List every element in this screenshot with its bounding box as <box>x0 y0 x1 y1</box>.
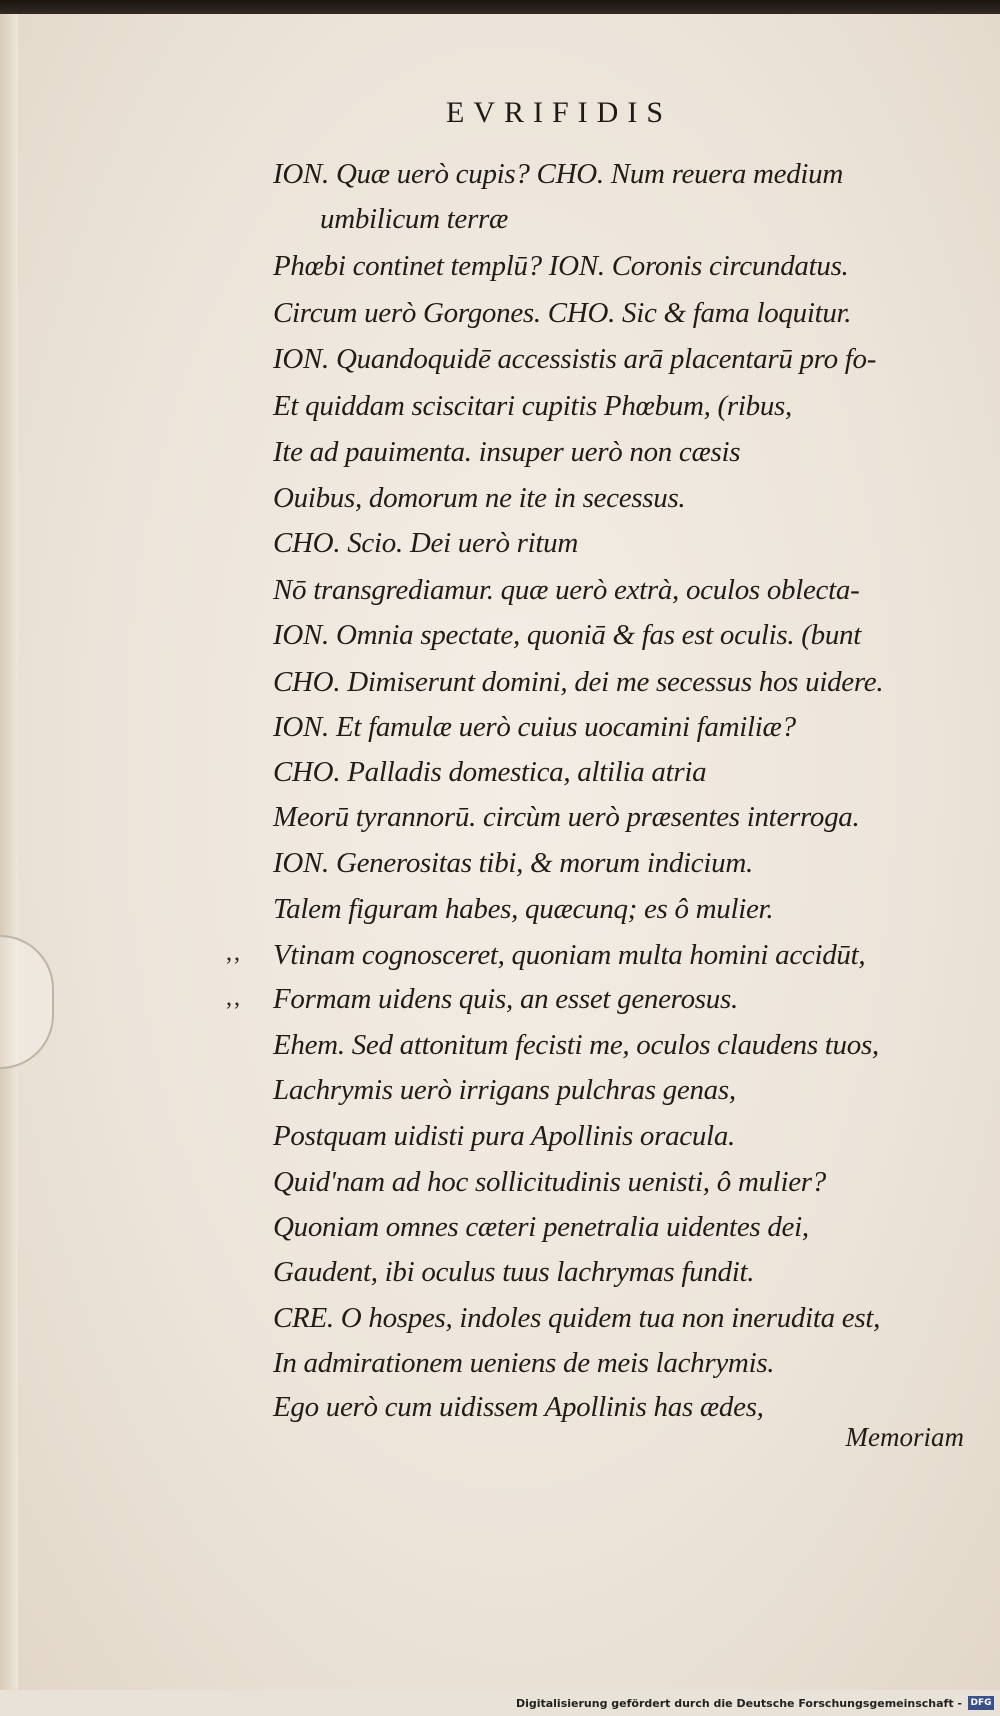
text-line: Ouibus, domorum ne ite in secessus. <box>273 482 686 514</box>
text-line: Circum uerò Gorgones. CHO. Sic & fama loquitur. <box>273 297 852 329</box>
catchword: Memoriam <box>845 1422 964 1452</box>
text-line: ION. Et famulæ uerò cuius uocamini familiæ? <box>273 711 796 743</box>
text-line: ION. Omnia spectate, quoniā & fas est oculis. (bunt <box>273 619 862 651</box>
text-line: CHO. Dimiserunt domini, dei me secessus hos uidere. <box>273 666 884 698</box>
quote-marker: ,, <box>226 940 242 966</box>
text-line: Lachrymis uerò irrigans pulchras genas, <box>273 1074 736 1106</box>
footer-credit: Digitalisierung gefördert durch die Deutsche Forschungsgemeinschaft - <box>515 1697 962 1710</box>
page-gutter <box>0 14 18 1690</box>
text-line: CHO. Scio. Dei uerò ritum <box>273 527 579 559</box>
text-line: Ehem. Sed attonitum fecisti me, oculos claudens tuos, <box>273 1029 879 1061</box>
quote-marker: ,, <box>226 985 242 1011</box>
text-line: ION. Quæ uerò cupis? CHO. Num reuera medium <box>273 158 844 190</box>
text-line: Phœbi continet templū? ION. Coronis circundatus. <box>273 250 849 282</box>
running-head: EVRIFIDIS <box>446 96 673 129</box>
text-line: Quoniam omnes cæteri penetralia uidentes dei, <box>273 1211 809 1243</box>
text-line: In admirationem ueniens de meis lachrymis. <box>273 1347 775 1379</box>
text-line: Formam uidens quis, an esset generosus. <box>273 983 738 1015</box>
text-line: Meorū tyrannorū. circùm uerò præsentes interroga. <box>273 801 860 833</box>
text-line: Ego uerò cum uidissem Apollinis has ædes, <box>273 1391 764 1423</box>
text-line: Ite ad pauimenta. insuper uerò non cæsis <box>273 436 741 468</box>
text-line: Postquam uidisti pura Apollinis oracula. <box>273 1120 735 1152</box>
text-line: Gaudent, ibi oculus tuus lachrymas fundit. <box>273 1256 755 1288</box>
text-line: Quid'nam ad hoc sollicitudinis uenisti, ô mulier? <box>273 1166 826 1198</box>
text-line: ION. Generositas tibi, & morum indicium. <box>273 847 753 879</box>
text-line: Talem figuram habes, quæcunq; es ô mulier. <box>273 893 774 925</box>
text-line: Et quiddam sciscitari cupitis Phœbum, (ribus, <box>273 390 792 422</box>
text-line: Nō transgrediamur. quæ uerò extrà, oculos oblecta- <box>273 574 860 606</box>
text-line: CHO. Palladis domestica, altilia atria <box>273 756 707 788</box>
text-line: ION. Quandoquidē accessistis arā placentarū pro fo- <box>273 343 877 375</box>
text-line: CRE. O hospes, indoles quidem tua non inerudita est, <box>273 1302 881 1334</box>
text-line: Vtinam cognosceret, quoniam multa homini accidūt, <box>273 939 866 971</box>
dfg-logo: DFG <box>968 1696 994 1710</box>
text-line: umbilicum terræ <box>320 203 509 235</box>
